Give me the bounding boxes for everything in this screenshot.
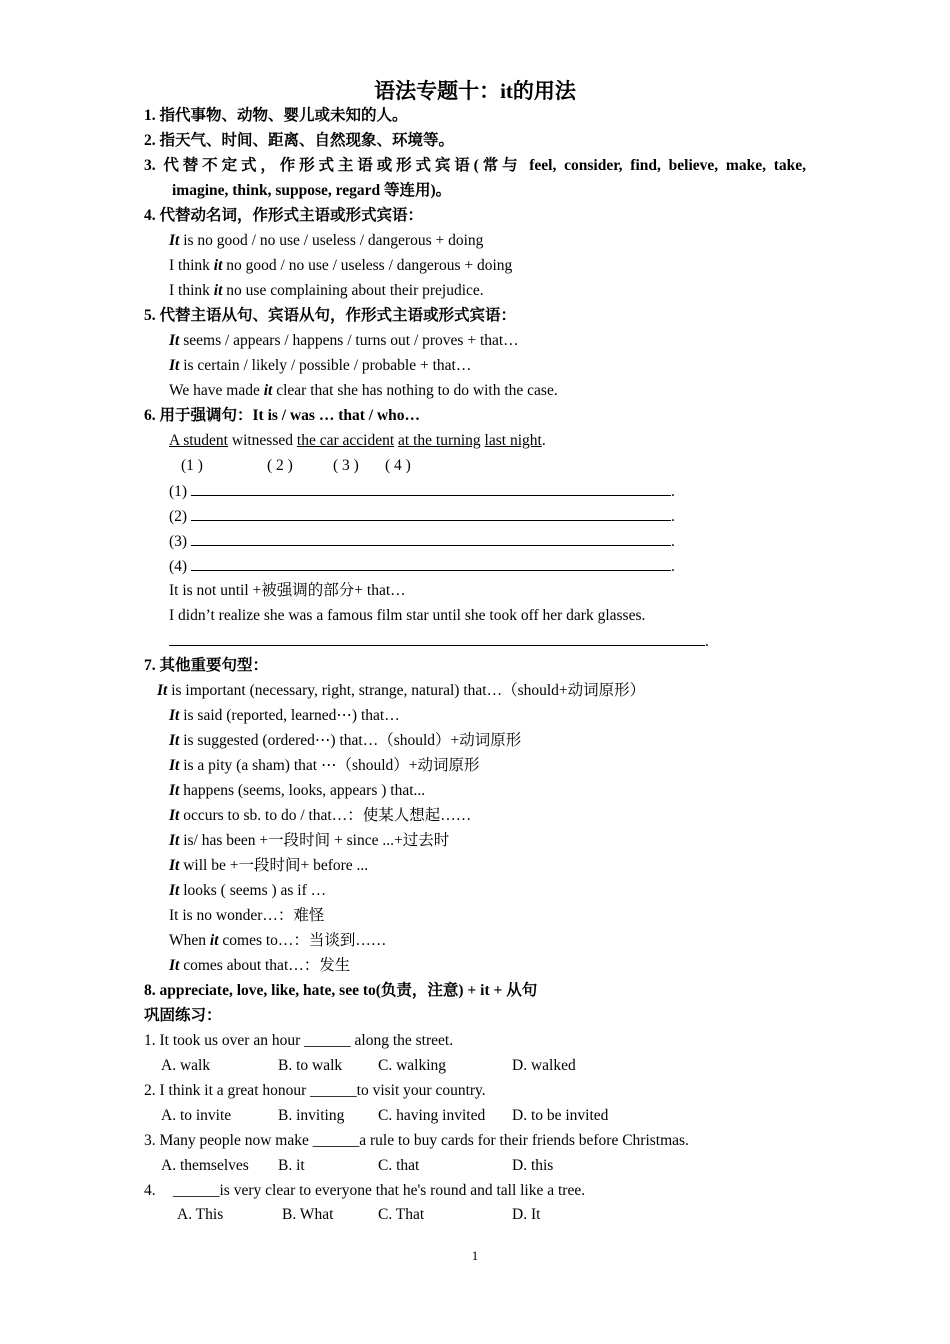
section-7-heading: 7. 其他重要句型： xyxy=(144,657,269,674)
section-5-heading: 5. 代替主语从句、宾语从句，作形式主语或形式宾语： xyxy=(144,307,517,324)
part-marker-3: ( 3 ) xyxy=(333,457,359,474)
pattern-4: It is a pity (a sham) that ⋯（should）+动词原形 xyxy=(169,757,480,774)
question-1-option-d[interactable]: D. walked xyxy=(512,1057,576,1074)
section-6-heading: 6. 用于强调句：It is / was … that / who… xyxy=(144,407,421,424)
question-1-option-c[interactable]: C. walking xyxy=(378,1057,447,1074)
section-3-line-2: imagine, think, suppose, regard 等连用)。 xyxy=(172,182,452,199)
question-4-number: 4. xyxy=(144,1182,156,1199)
section-4-example-3: I think it no use complaining about their prejudice. xyxy=(169,282,484,299)
section-1: 1. 指代事物、动物、婴儿或未知的人。 xyxy=(144,107,408,124)
part-4: last night xyxy=(484,432,542,449)
question-3: 3. Many people now make ______a rule to buy cards for their friends before Christmas. xyxy=(144,1132,689,1149)
pattern-6: It occurs to sb. to do / that…：使某人想起…… xyxy=(169,807,472,824)
section-4-example-2: I think it no good / no use / useless / dangerous + doing xyxy=(169,257,513,274)
question-3-option-d[interactable]: D. this xyxy=(512,1157,554,1174)
emphasis-sentence: A student witnessed the car accident at the turning last night. xyxy=(169,432,546,449)
until-answer-line[interactable]: . xyxy=(169,630,709,653)
question-2-option-d[interactable]: D. to be invited xyxy=(512,1107,609,1124)
pattern-11: When it comes to…：当谈到…… xyxy=(169,932,387,949)
section-4-heading: 4. 代替动名词，作形式主语或形式宾语： xyxy=(144,207,424,224)
answer-line-3[interactable]: (3) . xyxy=(169,530,675,553)
answer-line-1[interactable]: (1) . xyxy=(169,480,675,503)
question-2: 2. I think it a great honour ______to visit your country. xyxy=(144,1082,486,1099)
question-4-option-c[interactable]: C. That xyxy=(378,1206,425,1223)
part-marker-2: ( 2 ) xyxy=(267,457,293,474)
part-marker-4: ( 4 ) xyxy=(385,457,411,474)
until-rule: It is not until +被强调的部分+ that… xyxy=(169,582,406,599)
part-1: A student xyxy=(169,432,228,449)
answer-line-2[interactable]: (2) . xyxy=(169,505,675,528)
answer-line-4[interactable]: (4) . xyxy=(169,555,675,578)
question-1-option-b[interactable]: B. to walk xyxy=(278,1057,343,1074)
pattern-8: It will be +一段时间+ before ... xyxy=(169,857,369,874)
section-3-line-1: 3. 代替不定式，作形式主语或形式宾语(常与 feel, consider, find, believe, make, take, xyxy=(144,157,806,174)
section-5-example-1: It seems / appears / happens / turns out / proves + that… xyxy=(169,332,519,349)
question-1-option-a[interactable]: A. walk xyxy=(161,1057,211,1074)
section-2: 2. 指天气、时间、距离、自然现象、环境等。 xyxy=(144,132,455,149)
question-2-option-c[interactable]: C. having invited xyxy=(378,1107,486,1124)
part-3: at the turning xyxy=(398,432,481,449)
pattern-7: It is/ has been +一段时间 + since ...+过去时 xyxy=(169,832,450,849)
question-3-option-a[interactable]: A. themselves xyxy=(161,1157,249,1174)
section-4-example-1: It is no good / no use / useless / dangerous + doing xyxy=(169,232,484,249)
pattern-5: It happens (seems, looks, appears ) that... xyxy=(169,782,426,799)
question-2-option-b[interactable]: B. inviting xyxy=(278,1107,345,1124)
pattern-10: It is no wonder…：难怪 xyxy=(169,907,325,924)
page-title: 语法专题十：it的用法 xyxy=(374,79,576,103)
question-3-option-b[interactable]: B. it xyxy=(278,1157,305,1174)
part-marker-1: (1 ) xyxy=(181,457,203,474)
section-5-example-2: It is certain / likely / possible / probable + that… xyxy=(169,357,472,374)
question-4: ______is very clear to everyone that he's round and tall like a tree. xyxy=(173,1182,586,1199)
practice-heading: 巩固练习： xyxy=(144,1007,222,1024)
pattern-2: It is said (reported, learned⋯) that… xyxy=(169,707,400,724)
question-4-option-b[interactable]: B. What xyxy=(282,1206,334,1223)
question-4-option-a[interactable]: A. This xyxy=(177,1206,224,1223)
pattern-1: It is important (necessary, right, strange, natural) that…（should+动词原形） xyxy=(157,682,646,699)
pattern-12: It comes about that…：发生 xyxy=(169,957,351,974)
page-number: 1 xyxy=(471,1248,479,1263)
question-3-option-c[interactable]: C. that xyxy=(378,1157,420,1174)
pattern-3: It is suggested (ordered⋯) that…（should）+动词原形 xyxy=(169,732,522,749)
section-5-example-3: We have made it clear that she has nothing to do with the case. xyxy=(169,382,558,399)
pattern-9: It looks ( seems ) as if … xyxy=(169,882,327,899)
part-2: the car accident xyxy=(296,432,395,449)
question-4-option-d[interactable]: D. It xyxy=(512,1206,541,1223)
question-1: 1. It took us over an hour ______ along the street. xyxy=(144,1032,454,1049)
question-2-option-a[interactable]: A. to invite xyxy=(161,1107,232,1124)
section-8: 8. appreciate, love, like, hate, see to(负责，注意) + it + 从句 xyxy=(144,982,538,999)
until-example: I didn’t realize she was a famous film star until she took off her dark glasses. xyxy=(169,607,646,624)
